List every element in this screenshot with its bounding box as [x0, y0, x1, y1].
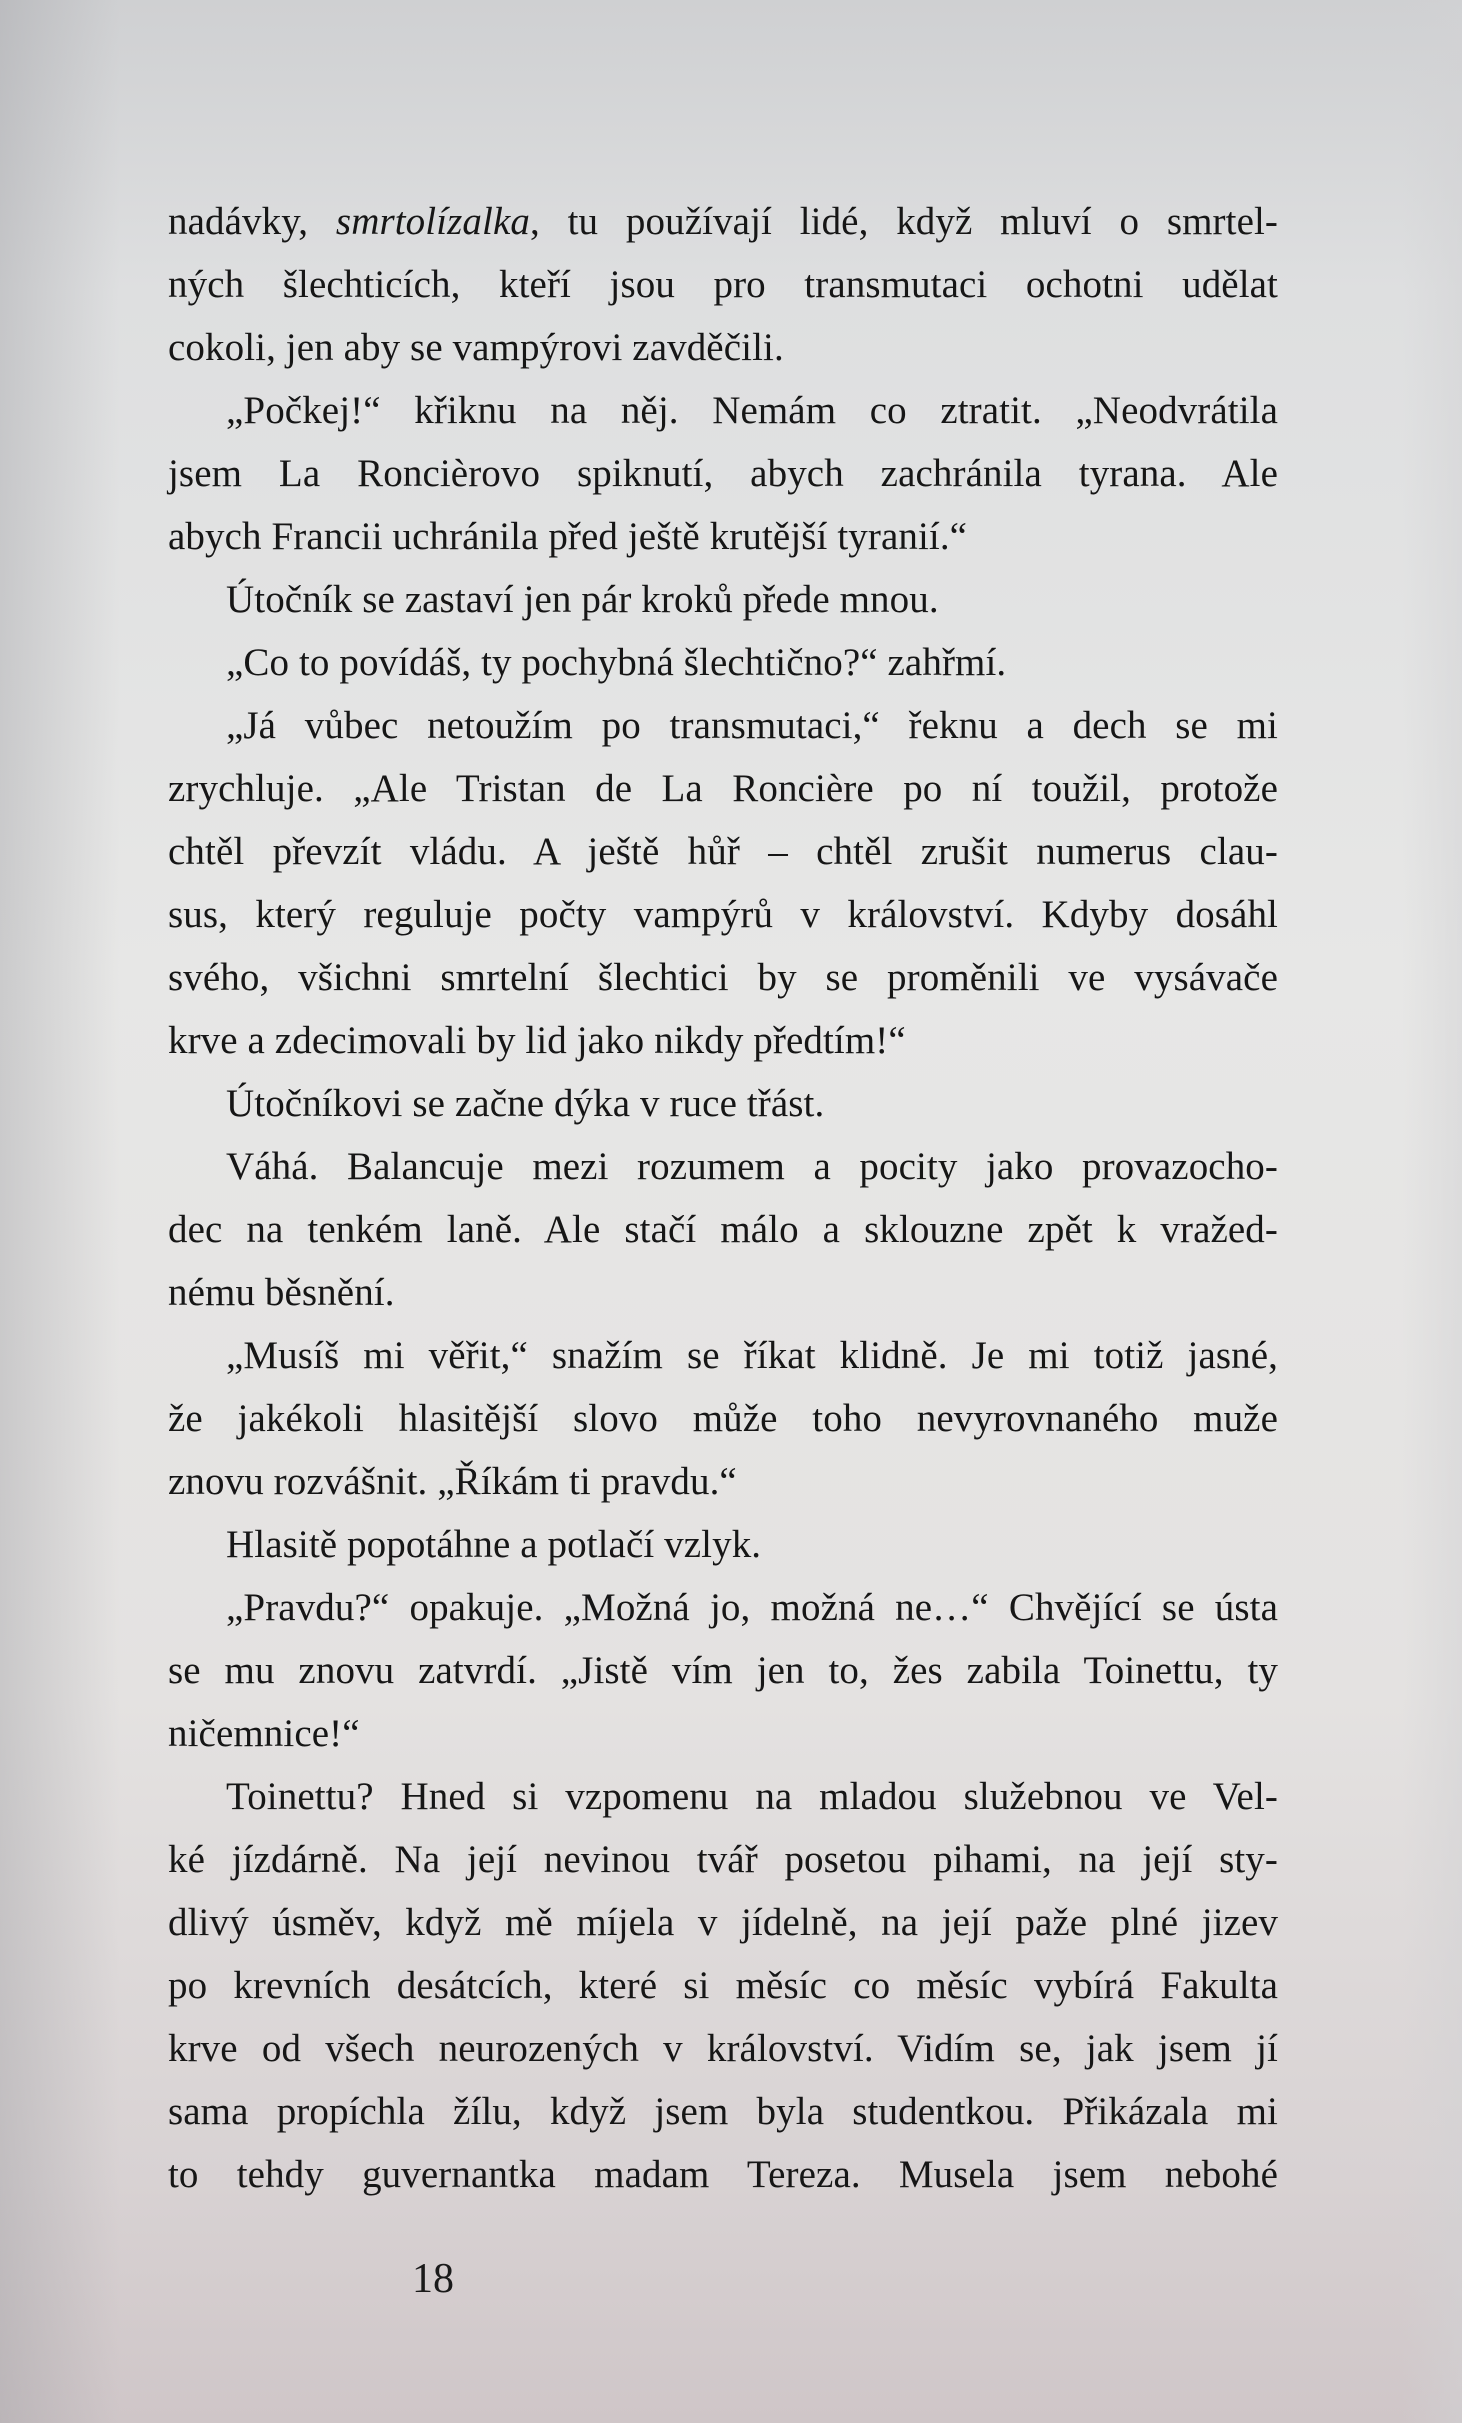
text-line: „Pravdu?“ opakuje. „Možná jo, možná ne…“ Chvějící se ústa	[226, 1586, 1278, 1629]
body-text	[168, 190, 1278, 2206]
text-line: dec na tenkém laně. Ale stačí málo a sklouzne zpět k vražed-	[168, 1208, 1278, 1251]
text-line: cokoli, jen aby se vampýrovi zavděčili.	[168, 326, 784, 369]
text-line: ných šlechticích, kteří jsou pro transmutaci ochotni udělat	[168, 263, 1278, 306]
text-line: Toinettu? Hned si vzpomenu na mladou služebnou ve Vel-	[226, 1775, 1278, 1818]
text-line-part: nadávky,	[168, 200, 336, 243]
text-line: krve a zdecimovali by lid jako nikdy předtím!“	[168, 1019, 906, 1062]
page-number: 18	[412, 2256, 454, 2302]
text-line: Hlasitě popotáhne a potlačí vzlyk.	[226, 1523, 762, 1566]
text-line: „Já vůbec netoužím po transmutaci,“ řeknu a dech se mi	[226, 704, 1278, 747]
text-line: po krevních desátcích, které si měsíc co měsíc vybírá Fakulta	[168, 1964, 1278, 2007]
text-line: to tehdy guvernantka madam Tereza. Musela jsem nebohé	[168, 2153, 1278, 2196]
text-line: Útočník se zastaví jen pár kroků přede mnou.	[226, 578, 939, 621]
text-line	[168, 190, 1278, 253]
text-line: ničemnice!“	[168, 1712, 360, 1755]
text-line: Váhá. Balancuje mezi rozumem a pocity jako provazocho-	[226, 1145, 1278, 1188]
text-line: Útočníkovi se začne dýka v ruce třást.	[226, 1082, 825, 1125]
text-line-part: , tu používají lidé, když mluví o smrtel-	[529, 200, 1279, 243]
text-line: „Počkej!“ křiknu na něj. Nemám co ztratit. „Neodvrátila	[226, 389, 1278, 432]
text-line: sus, který reguluje počty vampýrů v království. Kdyby dosáhl	[168, 893, 1278, 936]
text-line: „Co to povídáš, ty pochybná šlechtično?“ zahřmí.	[226, 641, 1007, 684]
italic-word: smrtolízalka	[335, 200, 530, 243]
text-line: dlivý úsměv, když mě míjela v jídelně, na její paže plné jizev	[168, 1901, 1278, 1944]
text-line: chtěl převzít vládu. A ještě hůř – chtěl zrušit numerus clau-	[168, 830, 1278, 873]
text-line: abych Francii uchránila před ještě krutější tyranií.“	[168, 515, 968, 558]
text-line: jsem La Roncièrovo spiknutí, abych zachránila tyrana. Ale	[168, 452, 1278, 495]
text-line: zrychluje. „Ale Tristan de La Roncière po ní toužil, protože	[168, 767, 1278, 810]
text-line: svého, všichni smrtelní šlechtici by se proměnili ve vysávače	[168, 956, 1278, 999]
text-line: ké jízdárně. Na její nevinou tvář posetou pihami, na její sty-	[168, 1838, 1278, 1881]
text-line: sama propíchla žílu, když jsem byla studentkou. Přikázala mi	[168, 2090, 1278, 2133]
text-line: se mu znovu zatvrdí. „Jistě vím jen to, žes zabila Toinettu, ty	[168, 1649, 1278, 1692]
page-shadow-right	[1402, 0, 1462, 2423]
text-line: krve od všech neurozených v království. Vidím se, jak jsem jí	[168, 2027, 1278, 2070]
text-line: nému běsnění.	[168, 1271, 395, 1314]
text-line: „Musíš mi věřit,“ snažím se říkat klidně. Je mi totiž jasné,	[226, 1334, 1278, 1377]
text-line: že jakékoli hlasitější slovo může toho nevyrovnaného muže	[168, 1397, 1278, 1440]
page-shadow-left	[0, 0, 120, 2423]
text-line: znovu rozvášnit. „Říkám ti pravdu.“	[168, 1460, 737, 1503]
